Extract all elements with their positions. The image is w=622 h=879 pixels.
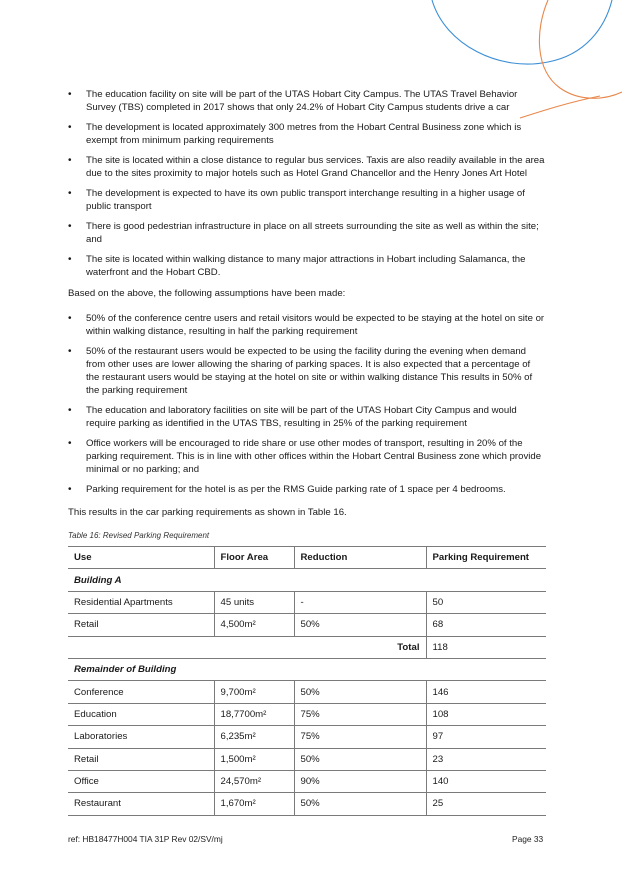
bullet-icon: • bbox=[68, 188, 72, 199]
list-item: • The development is located approximately 300 metres from the Hobart Central Business zone which is exempt from minimum parking requirements bbox=[68, 122, 522, 146]
bullet-icon: • bbox=[68, 254, 72, 265]
table-caption: Table 16: Revised Parking Requirement bbox=[68, 531, 210, 540]
footer-reference: ref: HB18477H004 TIA 31P Rev 02/SV/mj bbox=[68, 834, 223, 844]
table-row: Restaurant 1,670m² 50% 25 bbox=[68, 793, 546, 815]
parking-table bbox=[68, 546, 546, 816]
table-row: Education 18,7700m² 75% 108 bbox=[68, 703, 546, 725]
bullet-icon: • bbox=[68, 221, 72, 232]
list-item: • The site is located within a close distance to regular bus services. Taxis are also readily available in the area due to the sites proximity to major hotels such as Hotel Grand Chancellor and the Henry Jones Art Hotel bbox=[68, 155, 545, 179]
total-value: 118 bbox=[426, 636, 546, 658]
header-reduction: Reduction bbox=[294, 547, 426, 569]
blue-arc bbox=[432, 0, 612, 64]
orange-arc bbox=[539, 0, 622, 98]
bullet-icon: • bbox=[68, 313, 72, 324]
table-row: Office 24,570m² 90% 140 bbox=[68, 770, 546, 792]
total-row bbox=[68, 636, 546, 658]
bullet-icon: • bbox=[68, 89, 72, 100]
section-row-building-a: Building A bbox=[68, 569, 546, 591]
table-row: Retail 4,500m² 50% 68 bbox=[68, 614, 546, 636]
table-header-row bbox=[68, 547, 546, 569]
assumptions-list bbox=[68, 312, 546, 496]
list-item: • 50% of the conference centre users and retail visitors would be expected to be staying at the hotel on site or within walking distance, resulting in half the parking requirement bbox=[68, 313, 545, 337]
bullet-icon: • bbox=[68, 122, 72, 133]
bullet-icon: • bbox=[68, 484, 72, 495]
list-item: • The education facility on site will be part of the UTAS Hobart City Campus. The UTAS Travel Behavior Survey (TBS) completed in 2017 shows that only 24.2% of Hobart City Campus students drive a car bbox=[68, 89, 518, 113]
document-body bbox=[68, 88, 546, 816]
page-number: Page 33 bbox=[512, 834, 544, 844]
list-item: • The education and laboratory facilities on site will be part of the UTAS Hobart City Campus and would require parking as identified in the UTAS TBS, resulting in 25% of the parking requirement bbox=[68, 405, 517, 429]
bullet-icon: • bbox=[68, 438, 72, 449]
table-row: Residential Apartments 45 units - 50 bbox=[68, 591, 546, 613]
list-item: • Office workers will be encouraged to ride share or use other modes of transport, resulting in 20% of the parking requirement. This is in line with other offices within the Hobart Central Business zone which provide minimal or no parking; and bbox=[68, 438, 542, 475]
list-item: • The site is located within walking distance to many major attractions in Hobart including Salamanca, the waterfront and the Hobart CBD. bbox=[68, 254, 526, 278]
bullet-icon: • bbox=[68, 346, 72, 357]
results-text: This results in the car parking requirements as shown in Table 16. bbox=[68, 507, 347, 518]
bullet-icon: • bbox=[68, 405, 72, 416]
header-parking-requirement: Parking Requirement bbox=[426, 547, 546, 569]
header-floor-area: Floor Area bbox=[214, 547, 294, 569]
section-row-remainder: Remainder of Building bbox=[68, 658, 546, 680]
list-item: • There is good pedestrian infrastructure in place on all streets surrounding the site as well as within the site; and bbox=[68, 221, 539, 245]
table-row: Laboratories 6,235m² 75% 97 bbox=[68, 726, 546, 748]
bullet-icon: • bbox=[68, 155, 72, 166]
assumptions-intro: Based on the above, the following assumptions have been made: bbox=[68, 288, 346, 299]
header-use: Use bbox=[68, 547, 214, 569]
list-item: • Parking requirement for the hotel is as per the RMS Guide parking rate of 1 space per 4 bedrooms. bbox=[68, 484, 506, 495]
reasons-list bbox=[68, 88, 546, 279]
table-row: Conference 9,700m² 50% 146 bbox=[68, 681, 546, 703]
list-item: • The development is expected to have its own public transport interchange resulting in a higher usage of public transport bbox=[68, 188, 525, 212]
list-item: • 50% of the restaurant users would be expected to be using the facility during the evening when demand from other uses are lower allowing the sharing of parking spaces. It is also expected that a percentage of the restaurant users would be staying at the hotel on site or within walking distance This results in 50% of the parking requirement bbox=[68, 346, 533, 396]
total-label: Total bbox=[68, 636, 426, 658]
table-row: Retail 1,500m² 50% 23 bbox=[68, 748, 546, 770]
